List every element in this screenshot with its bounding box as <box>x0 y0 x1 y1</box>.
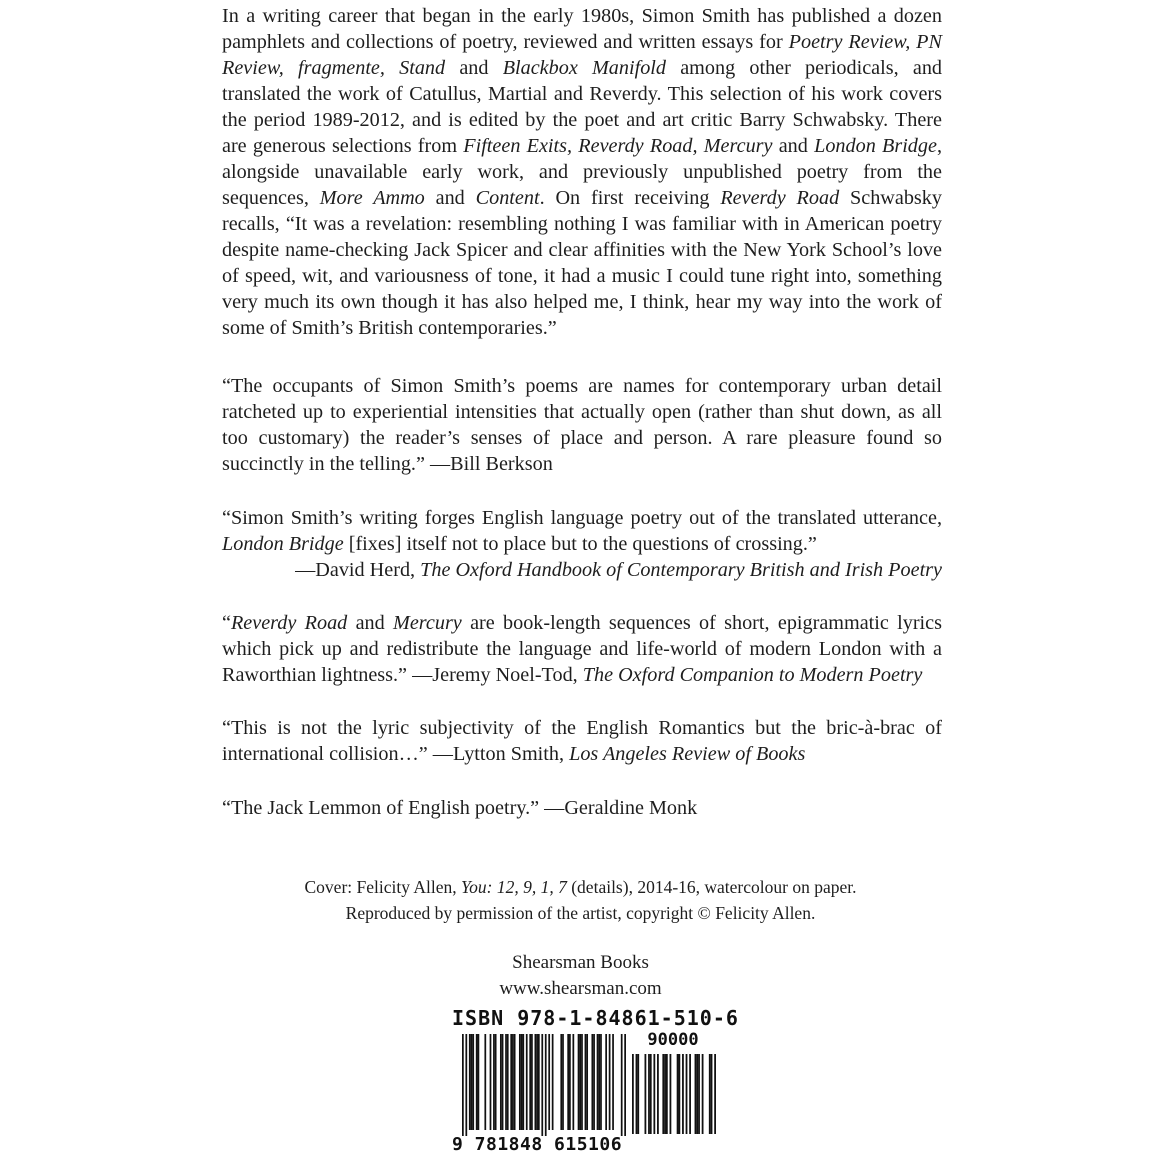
credit-text: (details), 2014-16, watercolour on paper. <box>566 877 857 897</box>
barcode-bar <box>600 1034 602 1130</box>
cover-credit-line-1 <box>0 874 1161 900</box>
barcode-bar <box>502 1034 504 1130</box>
cover-credit <box>0 874 1161 926</box>
artwork-title: You: 12, 9, 1, 7 <box>461 877 567 897</box>
quote-lytton-smith <box>222 715 942 767</box>
barcode-bar <box>531 1034 533 1130</box>
addon-bar <box>696 1054 698 1134</box>
barcode-bar <box>526 1034 528 1130</box>
addon-bar <box>664 1054 666 1134</box>
addon-bar <box>645 1054 647 1134</box>
bio-book-title: Reverdy Road <box>720 187 840 209</box>
barcode-bar <box>500 1034 502 1130</box>
quote-book-title: Mercury <box>393 612 462 634</box>
barcode-bar <box>548 1034 550 1130</box>
barcode-bar <box>522 1034 524 1130</box>
addon-bar <box>702 1054 704 1134</box>
barcode-bar <box>529 1034 531 1130</box>
bio-book-title: London Bridge <box>814 135 937 157</box>
barcode-bar <box>567 1034 569 1130</box>
barcode-bar <box>597 1034 599 1130</box>
barcode-bar <box>579 1034 581 1130</box>
cover-credit-line-2: Reproduced by permission of the artist, copyright © Felicity Allen. <box>345 903 816 923</box>
bio-book-titles: Fifteen Exits, Reverdy Road, Mercury <box>463 135 773 157</box>
barcode-bar <box>621 1034 623 1136</box>
addon-bar <box>636 1054 638 1134</box>
barcode-bar <box>478 1034 480 1130</box>
author-bio <box>222 3 942 341</box>
attribution-source: The Oxford Handbook of Contemporary British and Irish Poetry <box>420 559 942 581</box>
barcode-bar <box>541 1034 543 1136</box>
quote-text: are book-length sequences of short, epigrammatic lyrics which pick up and redistribute the language and life-world of modern London with a Raworthian lightness.” —Jeremy Noel-Tod, <box>222 612 942 686</box>
isbn-barcode <box>452 1006 739 1158</box>
quote-berkson: “The occupants of Simon Smith’s poems are names for contemporary urban detail ratcheted up to experiential intensities that actually open (rather than shut down, as all too customary) the reader’s senses of place and person. A rare pleasure found so succinctly in the telling.” —Bill Berkson <box>222 375 942 475</box>
addon-bar <box>677 1054 679 1134</box>
addon-bar <box>662 1054 664 1134</box>
barcode-bar <box>598 1034 600 1130</box>
bio-periodicals: Poetry Review, PN Review, fragmente, Stand <box>222 31 942 79</box>
quote-herd <box>222 505 942 583</box>
quote-mark: “ <box>222 612 231 634</box>
bio-text: Schwabsky recalls, “It was a revelation: resembling nothing I was familiar with in American poetry despite name-checking Jack Spicer and clear affinities with the New York School’s love of speed, wit, and variousness of tone, it had a music I could tune right into, something very much its own though it has also helped me, I think, hear my way into the work of some of Smith’s British contemporaries.” <box>222 187 942 339</box>
barcode-bar <box>472 1034 474 1130</box>
addon-bar <box>637 1054 639 1134</box>
barcode-bars <box>462 1034 626 1136</box>
barcode-bar <box>471 1034 473 1130</box>
bio-text: among other periodicals, and translated the work of Catullus, Martial and Reverdy. This selection of his work covers the period 1989-2012, and is edited by the poet and art critic Barry Schwabsky. There are generous selections from <box>222 57 943 157</box>
attribution-author: —David Herd, <box>295 559 421 581</box>
price-code: 90000 <box>647 1030 699 1050</box>
barcode-bar <box>538 1034 540 1130</box>
addon-bar <box>698 1054 700 1134</box>
addon-bar <box>682 1054 684 1134</box>
addon-barcode-bars <box>632 1054 716 1134</box>
quote-attribution <box>222 557 942 583</box>
bio-text: In a writing career that began in the early 1980s, Simon Smith has published a dozen pamphlets and collections of poetry, reviewed and written essays for <box>222 5 942 53</box>
barcode-bar <box>545 1034 547 1136</box>
barcode-bar <box>510 1034 512 1130</box>
barcode-bar <box>490 1034 492 1130</box>
barcode-bar <box>521 1034 523 1130</box>
attribution-source: The Oxford Companion to Modern Poetry <box>582 664 923 686</box>
bio-text: , alongside unavailable early work, and previously unpublished poetry from the sequences, <box>222 135 942 209</box>
quote-noel-tod <box>222 610 942 688</box>
bio-text: and <box>424 187 476 209</box>
barcode-bar <box>572 1034 574 1130</box>
publisher-info <box>0 950 1161 1002</box>
ean-digits: 9 781848 615106 <box>452 1134 623 1155</box>
barcode-bar <box>609 1034 611 1130</box>
addon-bar <box>678 1054 680 1134</box>
quote-monk: “The Jack Lemmon of English poetry.” —Geraldine Monk <box>222 797 698 819</box>
quote-book-title: Reverdy Road <box>230 612 348 634</box>
quote-text: “Simon Smith’s writing forges English language poetry out of the translated utterance, <box>222 507 942 529</box>
barcode-bar <box>581 1034 583 1130</box>
barcode-bar <box>578 1034 580 1130</box>
bio-text: and <box>445 57 503 79</box>
barcode-bar <box>519 1034 521 1130</box>
barcode-bar <box>569 1034 571 1130</box>
quote-text: [fixes] itself not to place but to the questions of crossing.” <box>343 533 817 555</box>
barcode-bar <box>469 1034 471 1130</box>
publisher-url: www.shearsman.com <box>499 978 662 999</box>
barcode-bar <box>484 1034 486 1130</box>
addon-bar <box>714 1054 716 1134</box>
addon-bar <box>689 1054 691 1134</box>
bio-periodical: Blackbox Manifold <box>502 57 667 79</box>
barcode-bar <box>495 1034 497 1130</box>
addon-bar <box>632 1054 634 1134</box>
barcode-bar <box>562 1034 564 1130</box>
addon-bar <box>648 1054 650 1134</box>
barcode-bar <box>514 1034 516 1130</box>
barcode-bar <box>585 1034 587 1130</box>
bio-text: and <box>772 135 815 157</box>
barcode-bar <box>591 1034 593 1130</box>
credit-text: Cover: Felicity Allen, <box>304 877 462 897</box>
barcode-bar <box>493 1034 495 1130</box>
addon-bar <box>686 1054 688 1134</box>
addon-bar <box>657 1054 659 1134</box>
addon-bar <box>650 1054 652 1134</box>
barcode-bar <box>612 1034 614 1130</box>
barcode-bar <box>535 1034 537 1130</box>
quote-text: and <box>347 612 394 634</box>
barcode-bar <box>624 1034 626 1136</box>
quote-text: “This is not the lyric subjectivity of the English Romantics but the bric-à-brac of international collision…” —Lytton Smith, <box>222 717 942 765</box>
bio-sequence-title: Content <box>475 187 540 209</box>
quote-book-title: London Bridge <box>222 533 344 555</box>
publisher-name: Shearsman Books <box>512 952 649 973</box>
barcode-bar <box>462 1034 464 1136</box>
isbn-label: ISBN 978-1-84861-510-6 <box>452 1006 739 1030</box>
addon-bar <box>695 1054 697 1134</box>
barcode-bar <box>507 1034 509 1130</box>
barcode-bar <box>560 1034 562 1130</box>
attribution-source: Los Angeles Review of Books <box>569 743 806 765</box>
bio-sequence-title: More Ammo <box>319 187 425 209</box>
barcode-bar <box>593 1034 595 1130</box>
barcode-bar <box>476 1034 478 1130</box>
barcode-bar <box>536 1034 538 1130</box>
addon-bar <box>653 1054 655 1134</box>
barcode-bar <box>586 1034 588 1130</box>
barcode-bar <box>605 1034 607 1130</box>
barcode-bar <box>512 1034 514 1130</box>
addon-bar <box>711 1054 713 1134</box>
addon-bar <box>709 1054 711 1134</box>
addon-bar <box>670 1054 672 1134</box>
barcode-bar <box>505 1034 507 1130</box>
barcode-bar <box>552 1034 554 1130</box>
bio-text: . On first receiving <box>539 187 721 209</box>
addon-bar <box>666 1054 668 1134</box>
barcode-bar <box>465 1034 467 1136</box>
